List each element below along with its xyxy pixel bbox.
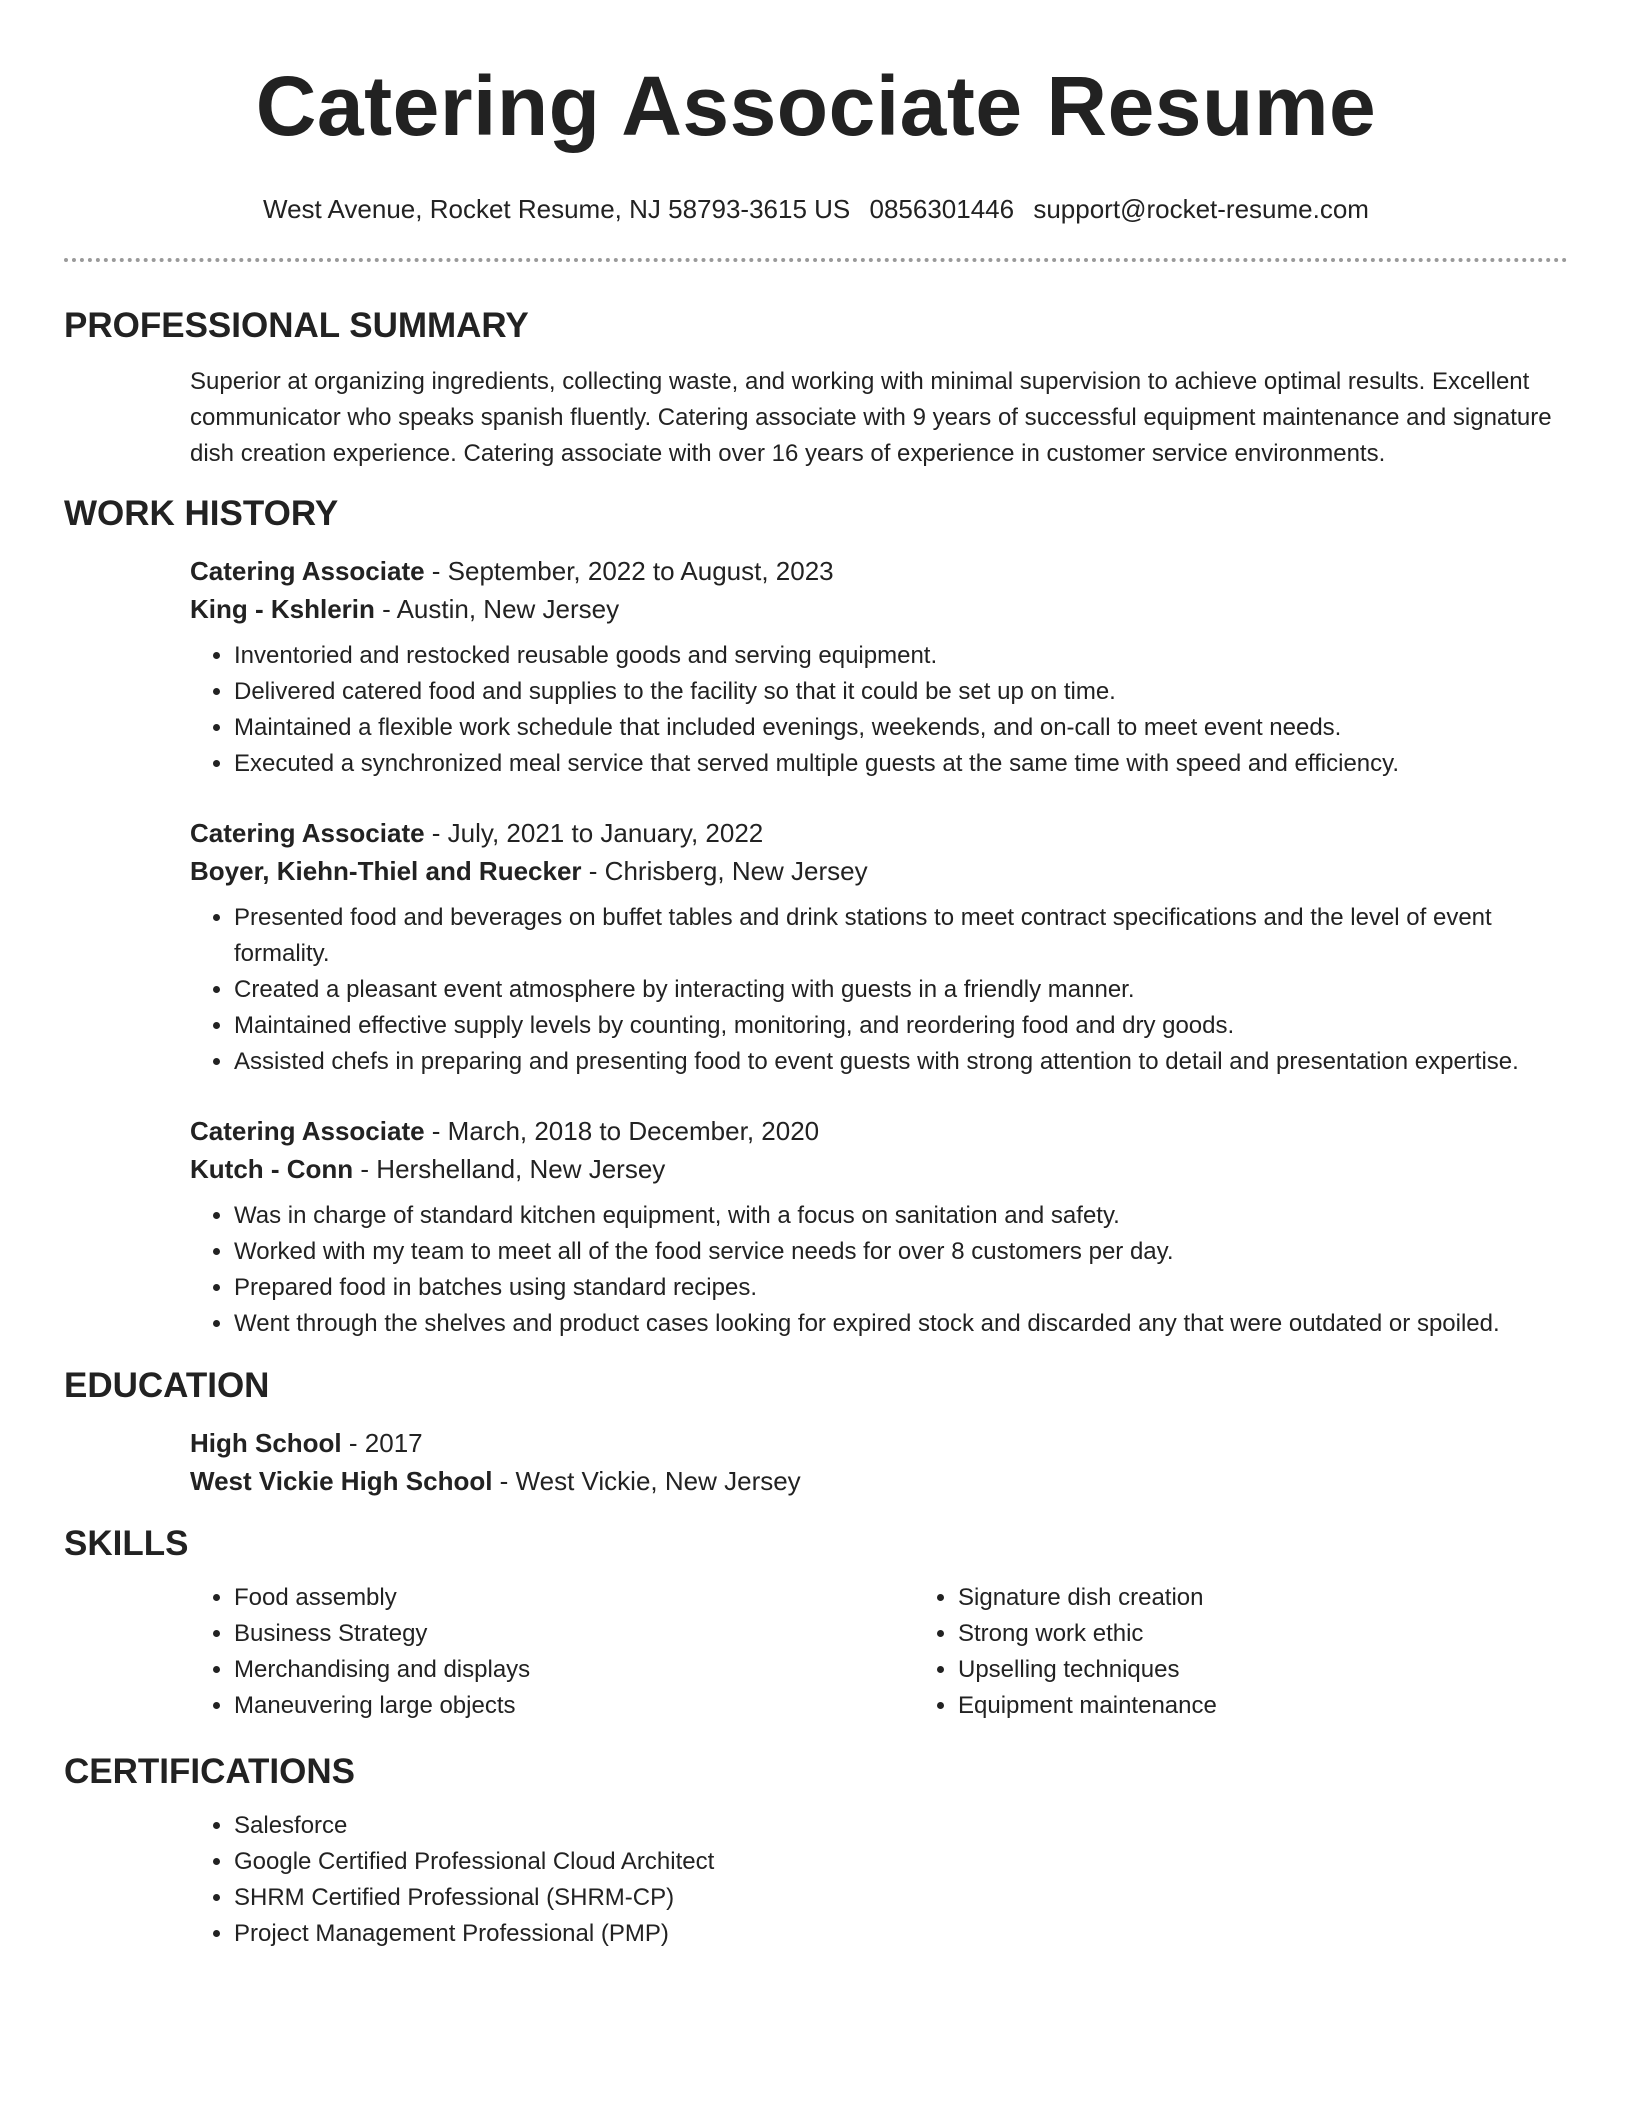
contact-address: West Avenue, Rocket Resume, NJ 58793-3615 US bbox=[263, 194, 851, 224]
certification-item: • Google Certified Professional Cloud Architect bbox=[234, 1844, 1568, 1880]
education-degree: High School bbox=[190, 1428, 342, 1458]
summary-section bbox=[190, 364, 1568, 472]
section-title-education: EDUCATION bbox=[64, 1366, 270, 1405]
job-entry bbox=[190, 552, 1568, 782]
section-title-skills: SKILLS bbox=[64, 1524, 189, 1563]
page-title: Catering Associate Resume bbox=[255, 59, 1377, 153]
section-title-certifications: CERTIFICATIONS bbox=[64, 1752, 356, 1791]
job-bullet: • Maintained effective supply levels by counting, monitoring, and reordering food and dry goods. bbox=[234, 1008, 1568, 1044]
job-bullet: • Prepared food in batches using standard recipes. bbox=[234, 1270, 1568, 1306]
work-history-section bbox=[190, 552, 1568, 1342]
job-bullet: • Executed a synchronized meal service that served multiple guests at the same time with speed and efficiency. bbox=[234, 746, 1568, 782]
education-location: - West Vickie, New Jersey bbox=[492, 1466, 801, 1496]
skills-list-left bbox=[190, 1580, 914, 1724]
job-location: - Hershelland, New Jersey bbox=[353, 1154, 666, 1184]
job-location: - Chrisberg, New Jersey bbox=[581, 856, 868, 886]
skills-list-right bbox=[914, 1580, 1568, 1724]
job-title: Catering Associate bbox=[190, 818, 425, 848]
skill-item: • Equipment maintenance bbox=[958, 1688, 1568, 1724]
skill-item: • Signature dish creation bbox=[958, 1580, 1568, 1616]
section-title-work-history: WORK HISTORY bbox=[64, 494, 339, 533]
certifications-section bbox=[190, 1808, 1568, 1952]
skill-item: • Strong work ethic bbox=[958, 1616, 1568, 1652]
job-bullet: • Was in charge of standard kitchen equipment, with a focus on sanitation and safety. bbox=[234, 1198, 1568, 1234]
education-degree-line bbox=[190, 1424, 1568, 1462]
job-bullet: • Created a pleasant event atmosphere by interacting with guests in a friendly manner. bbox=[234, 972, 1568, 1008]
skills-section bbox=[190, 1580, 1568, 1724]
skill-item: • Maneuvering large objects bbox=[234, 1688, 914, 1724]
job-company: Boyer, Kiehn-Thiel and Ruecker bbox=[190, 856, 582, 886]
job-company-line bbox=[190, 1150, 1568, 1188]
summary-text: Superior at organizing ingredients, collecting waste, and working with minimal supervision to achieve optimal results. Excellent communicator who speaks spanish fluently. Catering associate with 9 years of successful equipment maintenance and signature dish creation experience. Catering associate with over 16 years of experience in customer service environments. bbox=[190, 368, 1552, 467]
job-bullet: • Presented food and beverages on buffet tables and drink stations to meet contract specifications and the level of event formality. bbox=[234, 900, 1568, 972]
job-dates: - September, 2022 to August, 2023 bbox=[424, 556, 834, 586]
education-school: West Vickie High School bbox=[190, 1466, 493, 1496]
job-entry bbox=[190, 814, 1568, 1080]
job-company: Kutch - Conn bbox=[190, 1154, 354, 1184]
contact-line bbox=[64, 192, 1568, 226]
job-title-line bbox=[190, 552, 1568, 590]
job-title-line bbox=[190, 814, 1568, 852]
header-divider bbox=[64, 258, 1568, 262]
certification-item: • SHRM Certified Professional (SHRM-CP) bbox=[234, 1880, 1568, 1916]
job-title: Catering Associate bbox=[190, 1116, 425, 1146]
skill-item: • Upselling techniques bbox=[958, 1652, 1568, 1688]
job-bullet: • Delivered catered food and supplies to the facility so that it could be set up on time. bbox=[234, 674, 1568, 710]
education-year: - 2017 bbox=[341, 1428, 423, 1458]
job-dates: - July, 2021 to January, 2022 bbox=[424, 818, 764, 848]
job-title-line bbox=[190, 1112, 1568, 1150]
skill-item: • Merchandising and displays bbox=[234, 1652, 914, 1688]
job-bullet-list bbox=[190, 900, 1568, 1080]
contact-phone: 0856301446 bbox=[869, 194, 1015, 224]
job-bullet: • Worked with my team to meet all of the food service needs for over 8 customers per day. bbox=[234, 1234, 1568, 1270]
job-bullet: • Inventoried and restocked reusable goods and serving equipment. bbox=[234, 638, 1568, 674]
job-bullet: • Maintained a flexible work schedule that included evenings, weekends, and on-call to meet event needs. bbox=[234, 710, 1568, 746]
certification-item: • Project Management Professional (PMP) bbox=[234, 1916, 1568, 1952]
job-company-line bbox=[190, 852, 1568, 890]
job-company: King - Kshlerin bbox=[190, 594, 375, 624]
job-dates: - March, 2018 to December, 2020 bbox=[424, 1116, 820, 1146]
job-bullet: • Assisted chefs in preparing and presenting food to event guests with strong attention to detail and presentation expertise. bbox=[234, 1044, 1568, 1080]
job-company-line bbox=[190, 590, 1568, 628]
job-entry bbox=[190, 1112, 1568, 1342]
education-section bbox=[190, 1424, 1568, 1500]
skill-item: • Business Strategy bbox=[234, 1616, 914, 1652]
education-school-line bbox=[190, 1462, 1568, 1500]
contact-email: support@rocket-resume.com bbox=[1033, 194, 1369, 224]
section-title-summary: PROFESSIONAL SUMMARY bbox=[64, 306, 529, 345]
job-bullet-list bbox=[190, 638, 1568, 782]
skill-item: • Food assembly bbox=[234, 1580, 914, 1616]
certification-item: • Salesforce bbox=[234, 1808, 1568, 1844]
job-location: - Austin, New Jersey bbox=[374, 594, 620, 624]
certifications-list bbox=[190, 1808, 1568, 1952]
job-title: Catering Associate bbox=[190, 556, 425, 586]
job-bullet-list bbox=[190, 1198, 1568, 1342]
job-bullet: • Went through the shelves and product cases looking for expired stock and discarded any that were outdated or spoiled. bbox=[234, 1306, 1568, 1342]
